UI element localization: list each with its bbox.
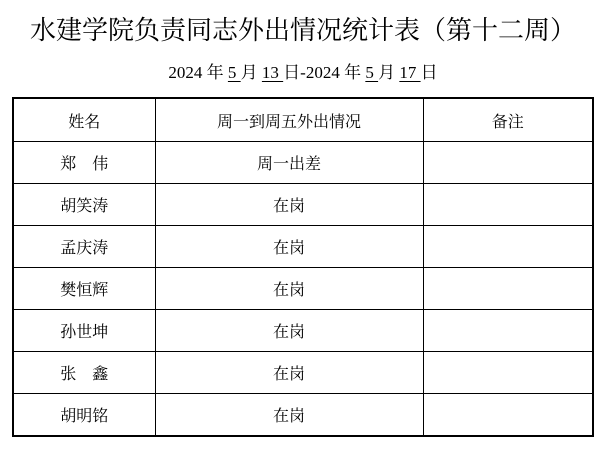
header-remark: 备注: [423, 98, 593, 142]
remark-cell: [423, 310, 593, 352]
name-cell: 胡明铭: [13, 394, 155, 437]
table-row: [13, 268, 593, 310]
remark-cell: [423, 352, 593, 394]
remark-cell: [423, 268, 593, 310]
status-cell: 在岗: [155, 184, 423, 226]
date-range: [0, 60, 606, 86]
date-part-underlined: 5: [227, 63, 241, 82]
status-cell: 在岗: [155, 226, 423, 268]
table-header-row: [13, 98, 593, 142]
remark-cell: [423, 226, 593, 268]
name-cell: 张 鑫: [13, 352, 155, 394]
table-row: [13, 142, 593, 184]
table-row: [13, 352, 593, 394]
date-part: 月: [378, 63, 400, 82]
table-row: [13, 394, 593, 437]
date-part-underlined: 17: [399, 63, 421, 82]
table-row: [13, 226, 593, 268]
remark-cell: [423, 394, 593, 437]
status-cell: 在岗: [155, 310, 423, 352]
date-part: 日-2024 年: [283, 63, 366, 82]
status-cell: 在岗: [155, 268, 423, 310]
name-cell: 郑 伟: [13, 142, 155, 184]
name-cell: 孟庆涛: [13, 226, 155, 268]
page-title: 水建学院负责同志外出情况统计表（第十二周）: [29, 16, 576, 45]
date-part: 月: [240, 63, 262, 82]
table-body: [13, 142, 593, 437]
date-part: 2024 年: [168, 63, 228, 82]
name-cell: 胡笑涛: [13, 184, 155, 226]
status-cell: 在岗: [155, 394, 423, 437]
status-cell: 在岗: [155, 352, 423, 394]
date-part-underlined: 13: [261, 63, 284, 82]
remark-cell: [423, 184, 593, 226]
header-status: 周一到周五外出情况: [155, 98, 423, 142]
name-cell: 孙世坤: [13, 310, 155, 352]
date-part-underlined: 5: [365, 63, 379, 82]
table-row: [13, 310, 593, 352]
status-cell: 周一出差: [155, 142, 423, 184]
date-part: 日: [420, 63, 438, 82]
name-cell: 樊恒辉: [13, 268, 155, 310]
document-page: [0, 14, 606, 464]
stats-table: [12, 97, 594, 437]
remark-cell: [423, 142, 593, 184]
header-name: 姓名: [13, 98, 155, 142]
table-row: [13, 184, 593, 226]
